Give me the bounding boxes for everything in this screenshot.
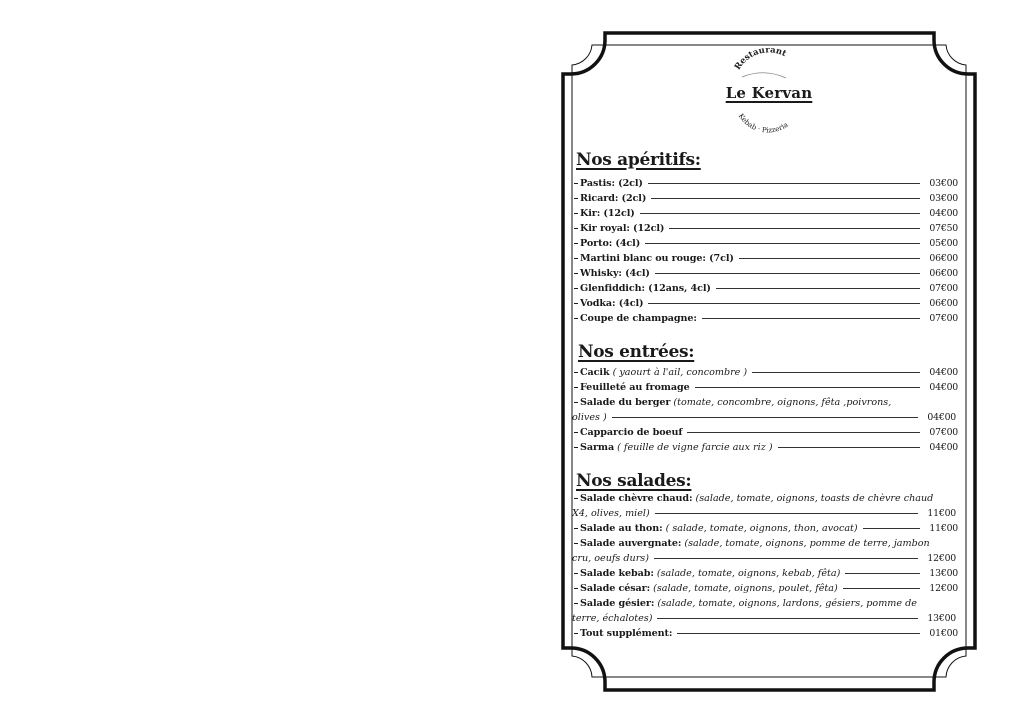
item-name: Vodka: (4cl) <box>580 298 644 309</box>
item-description: ( yaourt à l'ail, concombre ) <box>612 367 748 378</box>
dotted-leader <box>845 573 920 574</box>
dotted-leader <box>657 618 918 619</box>
item-price: 12€00 <box>929 583 958 594</box>
dotted-leader <box>739 258 920 259</box>
logo-arcs <box>574 0 964 140</box>
item-bullet <box>574 588 578 589</box>
section-title-entrees: Nos entrées: <box>578 342 695 362</box>
menu-item <box>574 221 958 236</box>
menu-item <box>574 491 958 506</box>
item-price: 03€00 <box>929 178 958 189</box>
section-title-salades: Nos salades: <box>576 471 692 491</box>
menu-item <box>574 266 958 281</box>
menu-item <box>574 626 958 641</box>
item-name: Ricard: (2cl) <box>580 193 647 204</box>
item-description: (salade, tomate, oignons, pomme de terre, jambon <box>684 538 930 549</box>
menu-item <box>574 365 958 380</box>
item-bullet <box>574 243 578 244</box>
dotted-leader <box>752 372 920 373</box>
item-bullet <box>574 573 578 574</box>
dotted-leader <box>687 432 920 433</box>
section-title-aperitifs: Nos apéritifs: <box>576 150 701 170</box>
dotted-leader <box>640 213 920 214</box>
item-price: 11€00 <box>927 508 956 519</box>
item-price: 07€50 <box>929 223 958 234</box>
item-bullet <box>574 288 578 289</box>
item-bullet <box>574 198 578 199</box>
dotted-leader <box>716 288 920 289</box>
dotted-leader <box>651 198 920 199</box>
item-price: 12€00 <box>927 553 956 564</box>
menu-page <box>574 0 964 724</box>
item-description: (tomate, concombre, oignons, fêta ,poivrons, <box>673 397 892 408</box>
item-bullet <box>574 387 578 388</box>
logo-bottom-text: Kebab · Pizzeria <box>736 112 790 135</box>
item-name: Kir royal: (12cl) <box>580 223 665 234</box>
item-price: 04€00 <box>929 442 958 453</box>
item-bullet <box>574 228 578 229</box>
item-name: Salade du berger <box>580 397 671 408</box>
dotted-leader <box>669 228 920 229</box>
item-name: Salade auvergnate: <box>580 538 682 549</box>
item-bullet <box>574 258 578 259</box>
item-description: olives ) <box>572 412 607 423</box>
item-bullet <box>574 603 578 604</box>
item-price: 07€00 <box>929 427 958 438</box>
item-description: X4, olives, miel) <box>572 508 650 519</box>
dotted-leader <box>612 417 918 418</box>
item-bullet <box>574 213 578 214</box>
item-price: 04€00 <box>929 382 958 393</box>
item-bullet <box>574 633 578 634</box>
item-description: terre, échalotes) <box>572 613 653 624</box>
item-bullet <box>574 447 578 448</box>
item-description: cru, oeufs durs) <box>572 553 649 564</box>
item-bullet <box>574 273 578 274</box>
item-bullet <box>574 303 578 304</box>
item-name: Cacik <box>580 367 610 378</box>
item-price: 04€00 <box>929 208 958 219</box>
item-price: 07€00 <box>929 283 958 294</box>
item-name: Sarma <box>580 442 615 453</box>
dotted-leader <box>863 528 920 529</box>
menu-item <box>574 581 958 596</box>
logo-top-text: Restaurant <box>732 45 788 72</box>
menu-item <box>574 311 958 326</box>
menu-item <box>574 380 958 395</box>
item-price: 06€00 <box>929 298 958 309</box>
item-description: (salade, tomate, oignons, toasts de chèvre chaud <box>695 493 934 504</box>
menu-item-continued <box>572 551 956 566</box>
menu-item <box>574 596 958 611</box>
item-price: 06€00 <box>929 268 958 279</box>
item-name: Glenfiddich: (12ans, 4cl) <box>580 283 711 294</box>
item-price: 04€00 <box>927 412 956 423</box>
dotted-leader <box>654 558 918 559</box>
menu-item <box>574 191 958 206</box>
item-name: Porto: (4cl) <box>580 238 641 249</box>
item-bullet <box>574 432 578 433</box>
item-description: (salade, tomate, oignons, poulet, fêta) <box>653 583 838 594</box>
item-bullet <box>574 528 578 529</box>
item-name: Salade chèvre chaud: <box>580 493 693 504</box>
menu-item-continued <box>572 611 956 626</box>
dotted-leader <box>645 243 920 244</box>
menu-item <box>574 521 958 536</box>
item-name: Whisky: (4cl) <box>580 268 650 279</box>
item-bullet <box>574 183 578 184</box>
item-description: (salade, tomate, oignons, lardons, gésiers, pomme de <box>657 598 917 609</box>
item-name: Coupe de champagne: <box>580 313 697 324</box>
item-name: Kir: (12cl) <box>580 208 635 219</box>
dotted-leader <box>655 513 918 514</box>
item-price: 13€00 <box>929 568 958 579</box>
item-description: (salade, tomate, oignons, kebab, fêta) <box>656 568 841 579</box>
menu-item <box>574 176 958 191</box>
item-price: 13€00 <box>927 613 956 624</box>
menu-item <box>574 536 958 551</box>
item-price: 07€00 <box>929 313 958 324</box>
item-price: 04€00 <box>929 367 958 378</box>
dotted-leader <box>648 183 920 184</box>
dotted-leader <box>655 273 920 274</box>
item-name: Capparcio de boeuf <box>580 427 683 438</box>
menu-item <box>574 395 958 410</box>
item-description: ( feuille de vigne farcie aux riz ) <box>617 442 773 453</box>
item-name: Salade césar: <box>580 583 651 594</box>
item-price: 11€00 <box>929 523 958 534</box>
dotted-leader <box>843 588 920 589</box>
item-price: 05€00 <box>929 238 958 249</box>
item-price: 03€00 <box>929 193 958 204</box>
item-price: 06€00 <box>929 253 958 264</box>
dotted-leader <box>702 318 920 319</box>
item-bullet <box>574 372 578 373</box>
dotted-leader <box>677 633 920 634</box>
item-bullet <box>574 543 578 544</box>
item-name: Feuilleté au fromage <box>580 382 690 393</box>
menu-item <box>574 251 958 266</box>
item-name: Salade gésier: <box>580 598 655 609</box>
item-name: Salade kebab: <box>580 568 654 579</box>
item-price: 01€00 <box>929 628 958 639</box>
menu-item-continued <box>572 506 956 521</box>
dotted-leader <box>648 303 920 304</box>
item-bullet <box>574 318 578 319</box>
menu-item <box>574 296 958 311</box>
item-bullet <box>574 402 578 403</box>
menu-item <box>574 281 958 296</box>
menu-item <box>574 440 958 455</box>
item-name: Tout supplément: <box>580 628 673 639</box>
item-name: Salade au thon: <box>580 523 663 534</box>
menu-item <box>574 425 958 440</box>
menu-item <box>574 206 958 221</box>
item-bullet <box>574 498 578 499</box>
restaurant-name: Le Kervan <box>725 84 813 102</box>
menu-item <box>574 566 958 581</box>
dotted-leader <box>778 447 920 448</box>
restaurant-logo <box>574 0 964 140</box>
item-name: Martini blanc ou rouge: (7cl) <box>580 253 734 264</box>
menu-item-continued <box>572 410 956 425</box>
item-name: Pastis: (2cl) <box>580 178 643 189</box>
menu-item <box>574 236 958 251</box>
item-description: ( salade, tomate, oignons, thon, avocat) <box>665 523 858 534</box>
dotted-leader <box>695 387 920 388</box>
